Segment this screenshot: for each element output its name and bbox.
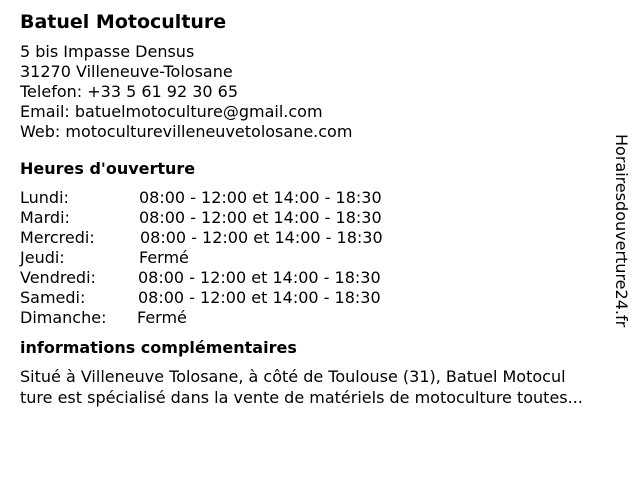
business-card bbox=[20, 10, 620, 408]
hours-row-thursday bbox=[20, 248, 620, 268]
site-watermark bbox=[611, 134, 631, 344]
site-watermark-text: Horairesdouverture24.fr bbox=[612, 134, 631, 328]
hours-time: 08:00 - 12:00 et 14:00 - 18:30 bbox=[138, 268, 381, 287]
additional-info-heading: informations complémentaires bbox=[20, 338, 297, 357]
hours-day: Mardi: bbox=[20, 208, 70, 227]
opening-hours-heading: Heures d'ouverture bbox=[20, 159, 196, 178]
hours-row-tuesday bbox=[20, 208, 620, 228]
hours-row-wednesday bbox=[20, 228, 620, 248]
address-line-2: 31270 Villeneuve-Tolosane bbox=[20, 62, 233, 81]
address-line-1: 5 bis Impasse Densus bbox=[20, 42, 195, 61]
hours-time: 08:00 - 12:00 et 14:00 - 18:30 bbox=[140, 228, 383, 247]
hours-row-monday bbox=[20, 188, 620, 208]
additional-info-line-1: Situé à Villeneuve Tolosane, à côté de Toulouse (31), Batuel Motocul bbox=[20, 367, 566, 386]
hours-row-friday bbox=[20, 268, 620, 288]
hours-row-saturday bbox=[20, 288, 620, 308]
hours-day: Lundi: bbox=[20, 188, 69, 207]
hours-time: 08:00 - 12:00 et 14:00 - 18:30 bbox=[138, 288, 381, 307]
additional-info-line-2: ture est spécialisé dans la vente de matériels de motoculture toutes... bbox=[20, 388, 583, 407]
hours-time: 08:00 - 12:00 et 14:00 - 18:30 bbox=[139, 188, 382, 207]
hours-day: Dimanche: bbox=[20, 308, 107, 327]
hours-time: 08:00 - 12:00 et 14:00 - 18:30 bbox=[139, 208, 382, 227]
phone: Telefon: +33 5 61 92 30 65 bbox=[20, 82, 239, 101]
hours-day: Mercredi: bbox=[20, 228, 95, 247]
hours-day: Jeudi: bbox=[20, 248, 65, 267]
website: Web: motoculturevilleneuvetolosane.com bbox=[20, 122, 353, 141]
hours-day: Vendredi: bbox=[20, 268, 96, 287]
hours-day: Samedi: bbox=[20, 288, 86, 307]
hours-time: Fermé bbox=[139, 248, 189, 267]
hours-row-sunday bbox=[20, 308, 620, 328]
email: Email: batuelmotoculture@gmail.com bbox=[20, 102, 323, 121]
hours-time: Fermé bbox=[137, 308, 187, 327]
business-name: Batuel Motoculture bbox=[20, 11, 227, 33]
opening-hours-table bbox=[20, 188, 620, 328]
